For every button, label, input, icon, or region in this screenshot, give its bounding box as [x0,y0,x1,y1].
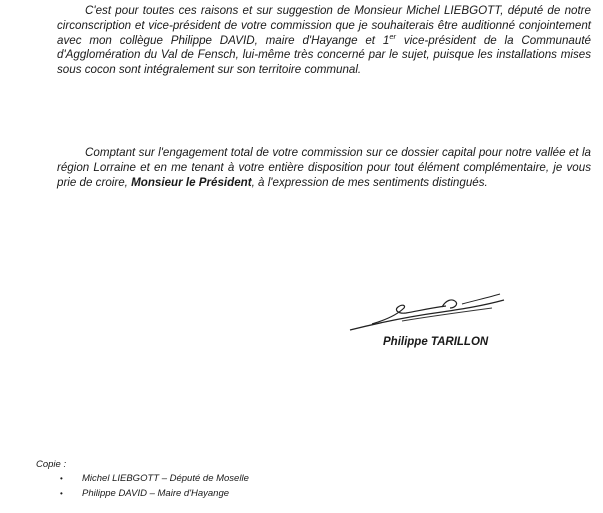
paragraph-text: C'est pour toutes ces raisons et sur suggestion de Monsieur Michel LIEBGOTT, député de notre circonscription et vice-président de votre commission que je souhaiterais être auditionné conjointement avec mon collègue Philippe DAVID, maire d'Hayange et 1 [57,4,591,47]
handwritten-signature [342,288,512,336]
bullet-icon: • [60,489,63,498]
signer-name: Philippe TARILLON [383,336,489,348]
paragraph-hearing-request [57,4,591,78]
copy-recipient-text: Philippe DAVID – Maire d'Hayange [82,488,230,499]
ordinal-superscript: er [389,31,396,41]
bullet-icon: • [60,474,63,483]
salutation-emphasis: Monsieur le Président [131,175,252,189]
paragraph-text-continued: , à l'expression de mes sentiments distingués. [251,175,488,189]
copies-list [60,472,249,502]
copy-recipient [60,487,249,502]
copy-recipient [60,472,249,487]
paragraph-closing [57,146,591,190]
copies-label: Copie : [36,459,67,470]
paragraph-text: Comptant sur l'engagement total de votre commission sur ce dossier capital pour notre vallée et la région Lorraine et en me tenant à votre entière disposition pour tout élément complémentaire, je vous prie de croire, [57,146,591,189]
paragraph-text-continued: vice-président de la Communauté d'Agglomération du Val de Fensch, lui-même très concerné par le sujet, puisque les installations mises sous cocon sont intégralement sur son territoire communal. [57,33,591,77]
copy-recipient-text: Michel LIEBGOTT – Député de Moselle [82,473,249,484]
